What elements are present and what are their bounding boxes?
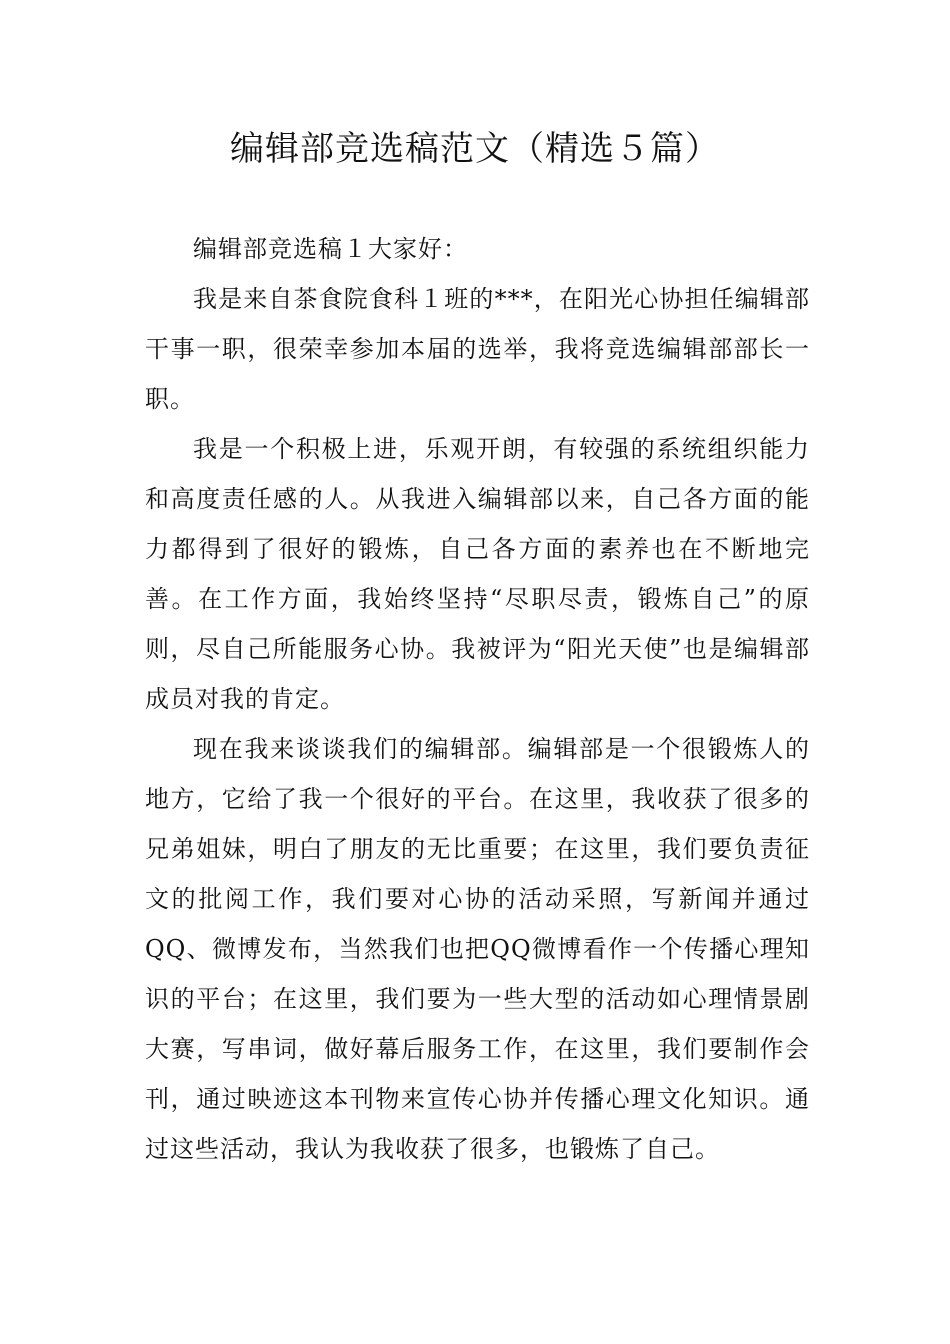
paragraph-editorial-department: 现在我来谈谈我们的编辑部。编辑部是一个很锻炼人的地方，它给了我一个很好的平台。在这里，我收获了很多的兄弟姐妹，明白了朋友的无比重要；在这里，我们要负责征文的批阅工作，我们要对心协的活动采照，写新闻并通过QQ、微博发布，当然我们也把QQ微博看作一个传播心理知识的平台；在这里，我们要为一些大型的活动如心理情景剧大赛，写串词，做好幕后服务工作，在这里，我们要制作会刊，通过映迹这本刊物来宣传心协并传播心理文化知识。通过这些活动，我认为我收获了很多，也锻炼了自己。: [145, 735, 810, 1163]
paragraph-greeting: 编辑部竞选稿１大家好：: [193, 235, 468, 263]
document-title: 编辑部竞选稿范文（精选５篇）: [230, 129, 720, 169]
paragraph-self-description: 我是一个积极上进，乐观开朗，有较强的系统组织能力和高度责任感的人。从我进入编辑部以来，自己各方面的能力都得到了很好的锻炼，自己各方面的素养也在不断地完善。在工作方面，我始终坚持“尽职尽责，锻炼自己”的原则，尽自己所能服务心协。我被评为“阳光天使”也是编辑部成员对我的肯定。: [145, 435, 810, 713]
document-body: [145, 224, 810, 1174]
paragraph-introduction: 我是来自茶食院食科１班的***，在阳光心协担任编辑部干事一职，很荣幸参加本届的选举，我将竞选编辑部部长一职。: [145, 285, 810, 413]
